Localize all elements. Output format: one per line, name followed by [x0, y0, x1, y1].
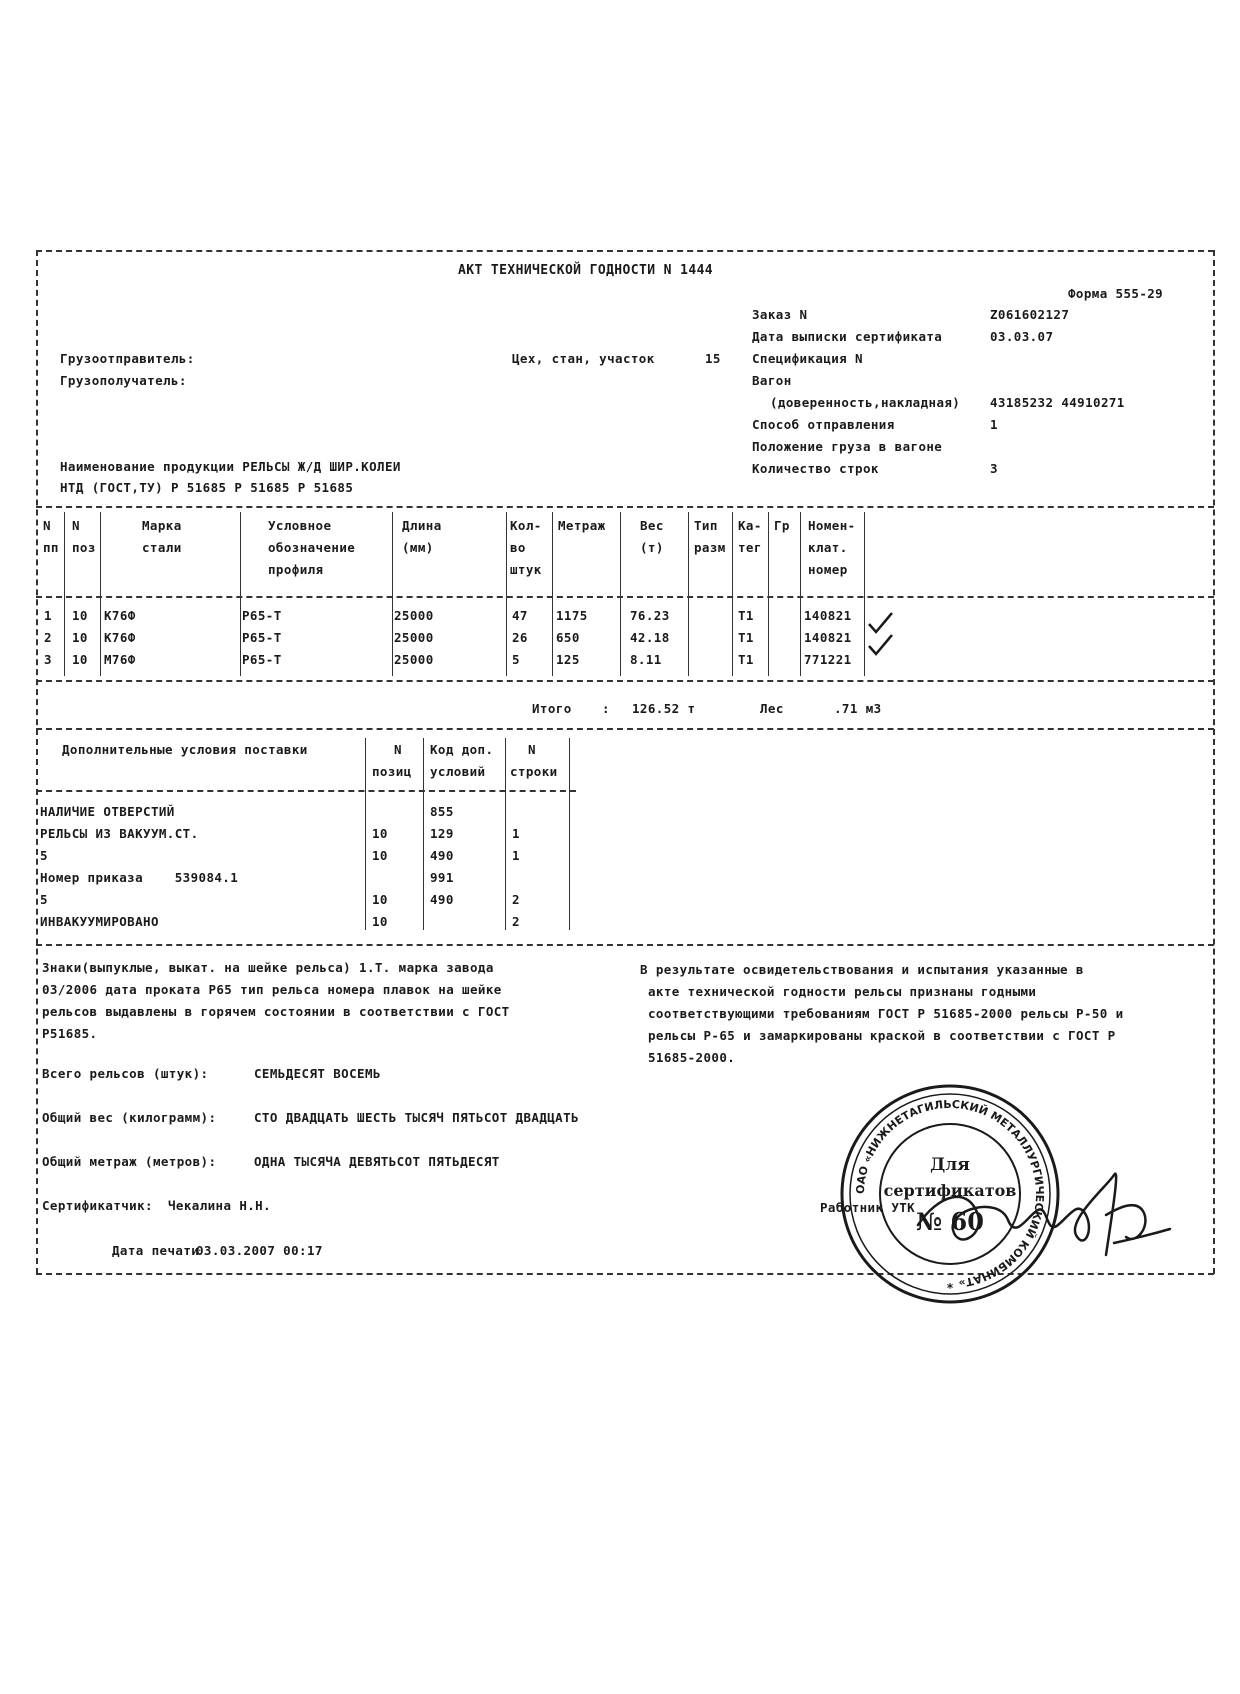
frame-top-line: [36, 250, 1214, 252]
shop-value: 15: [705, 351, 721, 366]
table-cell: 3: [44, 652, 52, 667]
additional-col-line: [569, 738, 570, 930]
table-cell: 771221: [804, 652, 852, 667]
ntd-standard: НТД (ГОСТ,ТУ) Р 51685 Р 51685 Р 51685: [60, 480, 354, 495]
worker-label: Работник УТК: [820, 1200, 916, 1215]
rows-count-value: 3: [990, 461, 998, 476]
cert-date-value: 03.03.07: [990, 329, 1054, 344]
conclusion-line: акте технической годности рельсы признаны годными: [648, 984, 1037, 999]
table-cell: 5: [512, 652, 520, 667]
stamp-ring-text: ОАО «НИЖНЕТАГИЛЬСКИЙ МЕТАЛЛУРГИЧЕСКИЙ КОМБИНАТ»: [853, 1097, 1047, 1290]
table-cell: 2: [44, 630, 52, 645]
table-cell: 140821: [804, 630, 852, 645]
additional-cell: 490: [430, 848, 454, 863]
additional-cell: 1: [512, 826, 520, 841]
spec-label: Спецификация N: [752, 351, 863, 366]
cert-date-label: Дата выписки сертификата: [752, 329, 943, 344]
additional-cell: 2: [512, 914, 520, 929]
weight-total-value: СТО ДВАДЦАТЬ ШЕСТЬ ТЫСЯЧ ПЯТЬСОТ ДВАДЦАТЬ: [254, 1110, 579, 1125]
conclusion-line: В результате освидетельствования и испытания указанные в: [640, 962, 1084, 977]
table-cell: 47: [512, 608, 528, 623]
column-header: Кол-: [510, 518, 542, 533]
order-value: Z061602127: [990, 307, 1070, 322]
length-total-value: ОДНА ТЫСЯЧА ДЕВЯТЬСОТ ПЯТЬДЕСЯТ: [254, 1154, 500, 1169]
column-header: Номен-: [808, 518, 856, 533]
table-cell: Р65-Т: [242, 652, 282, 667]
additional-cell: 2: [512, 892, 520, 907]
column-header: профиля: [268, 562, 324, 577]
table-cell: 1175: [556, 608, 588, 623]
column-line: [392, 512, 393, 676]
rails-total-value: СЕМЬДЕСЯТ ВОСЕМЬ: [254, 1066, 381, 1081]
column-header: N: [72, 518, 80, 533]
additional-cell: 10: [372, 892, 388, 907]
certifier-label: Сертификатчик:: [42, 1198, 153, 1213]
column-header: Гр: [774, 518, 790, 533]
additional-cell: 5: [40, 848, 48, 863]
table-cell: Т1: [738, 608, 754, 623]
additional-cell: 10: [372, 848, 388, 863]
table-cell: К76Ф: [104, 608, 136, 623]
weight-total-label: Общий вес (килограмм):: [42, 1110, 217, 1125]
additional-col-line: [423, 738, 424, 930]
cargo-position-label: Положение груза в вагоне: [752, 439, 943, 454]
additional-cell: 1: [512, 848, 520, 863]
column-line: [64, 512, 65, 676]
additional-cell: 5: [40, 892, 48, 907]
table-cell: 1: [44, 608, 52, 623]
table-cell: 140821: [804, 608, 852, 623]
table-cell: 125: [556, 652, 580, 667]
handwritten-signature: [908, 1155, 1178, 1275]
additional-bottom-line: [36, 944, 1214, 946]
wagon-label: Вагон: [752, 373, 792, 388]
column-header: тег: [738, 540, 762, 555]
conclusion-line: соответствующими требованиям ГОСТ Р 51685-2000 рельсы Р-50 и: [648, 1006, 1124, 1021]
order-label: Заказ N: [752, 307, 808, 322]
waybill-value: 43185232 44910271: [990, 395, 1125, 410]
additional-cell: 991: [430, 870, 454, 885]
additional-col-pos-1: N: [394, 742, 402, 757]
consignee-label: Грузополучатель:: [60, 373, 187, 388]
column-line: [100, 512, 101, 676]
additional-col-row-1: N: [528, 742, 536, 757]
additional-cell: РЕЛЬСЫ ИЗ ВАКУУМ.СТ.: [40, 826, 199, 841]
additional-cell: 129: [430, 826, 454, 841]
table-bottom-line: [36, 680, 1214, 682]
column-header: (т): [640, 540, 664, 555]
table-cell: 42.18: [630, 630, 670, 645]
marks-line: Знаки(выпуклые, выкат. на шейке рельса) 1.Т. марка завода: [42, 960, 494, 975]
column-line: [620, 512, 621, 676]
column-line: [688, 512, 689, 676]
stamp-number: № 60: [916, 1207, 984, 1236]
column-header: Метраж: [558, 518, 606, 533]
print-date-value: 03.03.2007 00:17: [196, 1243, 323, 1258]
print-date-label: Дата печати: [112, 1243, 200, 1258]
column-header: Марка: [142, 518, 182, 533]
table-top-line: [36, 506, 1214, 508]
waybill-label: (доверенность,накладная): [770, 395, 961, 410]
total-label: Итого: [532, 701, 572, 716]
product-name: Наименование продукции РЕЛЬСЫ Ж/Д ШИР.КОЛЕИ: [60, 459, 401, 474]
additional-cell: ИНВАКУУМИРОВАНО: [40, 914, 159, 929]
table-cell: 10: [72, 608, 88, 623]
length-total-label: Общий метраж (метров):: [42, 1154, 217, 1169]
column-header: пп: [43, 540, 59, 555]
check-mark-icon: [866, 632, 896, 662]
table-cell: М76Ф: [104, 652, 136, 667]
frame-left-line: [36, 250, 38, 1274]
table-cell: 25000: [394, 652, 434, 667]
column-header: Вес: [640, 518, 664, 533]
table-header-line: [36, 596, 1214, 598]
additional-col-pos-2: позиц: [372, 764, 412, 779]
column-header: Условное: [268, 518, 332, 533]
additional-col-code-2: условий: [430, 764, 486, 779]
column-line: [240, 512, 241, 676]
column-header: N: [43, 518, 51, 533]
marks-line: рельсов выдавлены в горячем состоянии в соответствии с ГОСТ: [42, 1004, 510, 1019]
column-header: стали: [142, 540, 182, 555]
table-cell: Р65-Т: [242, 608, 282, 623]
column-line: [552, 512, 553, 676]
table-cell: 10: [72, 652, 88, 667]
additional-col-line: [505, 738, 506, 930]
column-header: (мм): [402, 540, 434, 555]
marks-line: Р51685.: [42, 1026, 98, 1041]
table-cell: 650: [556, 630, 580, 645]
stamp-label-top: Для: [930, 1155, 970, 1175]
table-cell: Р65-Т: [242, 630, 282, 645]
table-cell: 26: [512, 630, 528, 645]
column-header: Ка-: [738, 518, 762, 533]
additional-col-line: [365, 738, 366, 930]
additional-cell: 490: [430, 892, 454, 907]
column-header: поз: [72, 540, 96, 555]
additional-cell: 10: [372, 826, 388, 841]
shop-label: Цех, стан, участок: [512, 351, 655, 366]
column-line: [864, 512, 865, 676]
dispatch-label: Способ отправления: [752, 417, 895, 432]
column-header: номер: [808, 562, 848, 577]
marks-line: 03/2006 дата проката Р65 тип рельса номера плавок на шейке: [42, 982, 502, 997]
column-header: Тип: [694, 518, 718, 533]
certifier-name: Чекалина Н.Н.: [168, 1198, 272, 1213]
table-cell: 76.23: [630, 608, 670, 623]
shipper-label: Грузоотправитель:: [60, 351, 195, 366]
table-cell: 8.11: [630, 652, 662, 667]
rows-count-label: Количество строк: [752, 461, 879, 476]
column-header: во: [510, 540, 526, 555]
additional-cell: НАЛИЧИЕ ОТВЕРСТИЙ: [40, 804, 175, 819]
rails-total-label: Всего рельсов (штук):: [42, 1066, 209, 1081]
additional-col-code-1: Код доп.: [430, 742, 494, 757]
table-cell: Т1: [738, 652, 754, 667]
forest-value: .71 м3: [834, 701, 882, 716]
column-header: Длина: [402, 518, 442, 533]
frame-right-line: [1213, 250, 1215, 1274]
forest-label: Лес: [760, 701, 784, 716]
additional-cell: 10: [372, 914, 388, 929]
column-line: [732, 512, 733, 676]
document-title: АКТ ТЕХНИЧЕСКОЙ ГОДНОСТИ N 1444: [458, 263, 714, 278]
dispatch-value: 1: [990, 417, 998, 432]
additional-cell: Номер приказа 539084.1: [40, 870, 239, 885]
column-header: обозначение: [268, 540, 356, 555]
total-weight: 126.52 т: [632, 701, 696, 716]
table-cell: 10: [72, 630, 88, 645]
column-line: [506, 512, 507, 676]
table-cell: Т1: [738, 630, 754, 645]
conclusion-line: рельсы Р-65 и замаркированы краской в соответствии с ГОСТ Р: [648, 1028, 1116, 1043]
form-number: Форма 555-29: [1068, 286, 1164, 301]
table-cell: 25000: [394, 630, 434, 645]
total-colon: :: [602, 701, 610, 716]
svg-text:*: *: [946, 1281, 954, 1295]
additional-cell: 855: [430, 804, 454, 819]
totals-bottom-line: [36, 728, 1214, 730]
stamp-label-mid: сертификатов: [883, 1181, 1017, 1200]
additional-conditions-title: Дополнительные условия поставки: [62, 742, 308, 757]
table-cell: 25000: [394, 608, 434, 623]
table-cell: К76Ф: [104, 630, 136, 645]
additional-col-row-2: строки: [510, 764, 558, 779]
conclusion-line: 51685-2000.: [648, 1050, 736, 1065]
column-line: [800, 512, 801, 676]
column-header: клат.: [808, 540, 848, 555]
column-header: штук: [510, 562, 542, 577]
column-header: разм: [694, 540, 726, 555]
column-line: [768, 512, 769, 676]
additional-header-line: [36, 790, 576, 792]
